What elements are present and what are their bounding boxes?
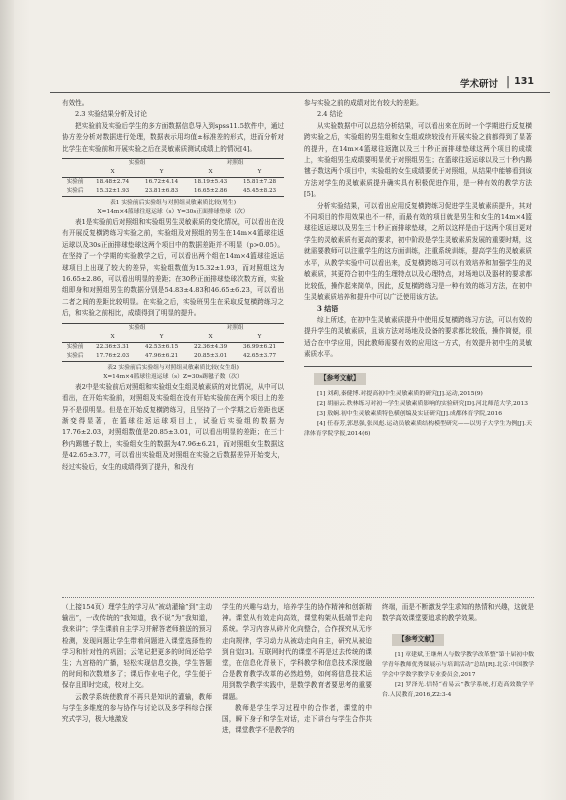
paragraph: 教师是学生学习过程中的合作者，课堂的中国，瞬下身子和学生对话，走下讲台与学生合作共进，课堂教学不是教学的: [222, 703, 372, 735]
table-header: Y: [137, 333, 186, 343]
left-column: [62, 98, 284, 473]
page-number: 131: [514, 76, 534, 87]
references-heading: 【参考文献】: [314, 373, 366, 384]
table-row: 实验前 18.48±2.74 16.72±4.14 18.19±5.43 15.81±7.28: [66, 179, 277, 186]
paragraph: 把实验前及实验后学生的多方面数据信息导入到spss11.5软件中，通过协方差分析对数据进行处理，数据表示用均值±标准差的形式，进而分析对比学生在实验前和开展实验之后在灵敏素质测试成绩上的情况[4]。: [62, 121, 284, 153]
references-heading: 【参考文献】: [392, 634, 444, 645]
table-1-caption: 表1 实验前后实验组与对照组灵敏素质比较(男生): [110, 200, 236, 207]
header-separator: |: [505, 74, 510, 88]
table-header: X: [88, 168, 137, 178]
paragraph: 参与实验之前的成绩对比有较大的差距。: [304, 99, 423, 107]
table-row: 实验后 15.32±1.93 23.81±6.83 16.65±2.86 45.45±8.23: [62, 187, 284, 197]
paragraph: 学生的兴趣与动力，培养学生的协作精神和创新精神。课堂从有效走向高效，课堂构架从低端节走向系统。学习内容从碎片化向整合，合作探究从无序走向规律，学习动力从被动走向自主，研究从被迫到自觉[3]。互联网时代的课堂不再是过去传统的课堂，在信息化背景下，学科教学和信息技术深度融合是教育教学改革的必然趋势，如何将信息技术运用到数学教学实践中，是数学教育者要思考的重要课题。: [222, 603, 372, 701]
reference-item: [1] 章建斌,王继州人与数学教学改革整“第十届初中数学青年教师优秀课展示与培训活动”总结[R].北京:中国教学学会中学数学教学专业委员会,2017: [382, 651, 534, 678]
bottom-column-1: [62, 602, 212, 725]
table-1-note: X=14m×4篮球往返运球（s）Y=30s正面排球垫球（次）: [97, 209, 249, 216]
paragraph: 有效性。: [62, 99, 89, 107]
page-fold-shadow: [0, 0, 14, 800]
table-header: 对照组: [186, 323, 284, 333]
reference-item: [2] 罗泽光.信特“看易云”教学系统,打造高效数学平台.人民教育,2016,Z2:3-4: [382, 681, 534, 698]
table-header: Y: [235, 168, 284, 178]
table-header: X: [186, 333, 235, 343]
table-2-note: X=14m×4篮球往返运球（s）Z=30s踢毽子数（次）: [103, 373, 243, 380]
section-title: 学术研讨: [459, 79, 498, 90]
table-header: 实验组: [88, 323, 186, 333]
references-block: [304, 366, 532, 438]
running-header: [50, 76, 550, 93]
table-header: X: [186, 168, 235, 178]
table-header: Y: [137, 168, 186, 178]
table-2: [62, 323, 284, 362]
paragraph: 云教学系统使教育不再只是知识的灌输，教师与学生多维度的参与协作与讨论以及多学科综合探究式学习，极大地激发: [62, 692, 212, 724]
reference-item: [4] 任春芳,郭思强,张凤彪.运动员敏素质结构模型研究——以男子大学生为例[J].天津体育学院学报,2014(6): [304, 420, 532, 437]
paragraph: 终端，而是不断激发学生求知的热情和兴趣，这就是数学高效课堂要追求的教学效果。: [382, 603, 534, 623]
table-1: [62, 158, 284, 197]
reference-item: [2] 胡丽云.秩林练习对初一学生灵敏素质影响的实验研究[D].河北师范大学,2013: [317, 400, 528, 407]
section-heading-2-4: 2.4 结论: [317, 110, 343, 119]
references-block: [382, 628, 534, 699]
paragraph: 综上所述，在初中生灵敏素质提升中使用反复横跨练习方法，可以有效的提升学生的灵敏素质，且该方法对场地及设备的要求都比较低，操作简便，很适合在中学应用，因此教师需要有效的应用这一方式，有效提升初中生的灵敏素质水平。: [304, 315, 532, 358]
table-header: X: [88, 333, 137, 343]
section-heading-2-3: 2.3 实验结果分析及讨论: [75, 110, 147, 119]
reference-item: [3] 敖娴.初中生灵敏素质特色横创编及实证研究[J].成都体育学院,2016: [317, 410, 503, 417]
bottom-column-3: [382, 602, 534, 700]
table-row: 实验后 17.76±2.03 47.96±6.21 20.85±3.01 42.65±3.77: [62, 352, 284, 362]
paragraph: 表2中是实验前后对照组和实验组女生组灵敏素质的对比情况，从中可以看出，在开始实验前，对照组及实验组在没有开始实验前在两个项目上的差异不是很明显。但是在开始反复横跨练习，且坚持了一个学期之后差距也逐渐变得显著，在篮球往返运球项目上，试验后实验组的数据为17.76±2.03，对照组数值是20.85±3.01，可以看出明显的差距；在三十秒内踢毽子数上，实验组女生的数据为47.96±6.21，而对照组女生数据这是42.65±3.77，可以看出实验组及对照组在实验之后数据差异开始变大，经过实验后，女生的成绩得到了提升，和没有: [62, 382, 284, 471]
section-divider: [62, 597, 534, 598]
table-2-caption: 表2 实验前后实验组与对照组灵敏素质比较(女生组): [107, 364, 239, 371]
table-header: 对照组: [186, 159, 284, 169]
reference-item: [1] 刘莉,秦健博.对提高初中生灵敏素质的研究[J].运动,2015(9): [317, 390, 483, 397]
right-column: [304, 98, 532, 439]
paragraph: （上接154页）理学生的学习从“被动灌输”到“主动输出”，一改传统的“我知道，我不说”为“我知道，我来讲”；学生课前自主学习并解答老师推送的预习检测，发现问题让学生带着问题进入课堂选择性的学习和针对性的巩固；云笔记把更多的时间还给学生；九宫格的广播，轻松实现信息交换，学生答题的时间和次数增多了；课后作业电子化，学生便于保存且即时完成，校对上交。: [62, 603, 212, 690]
paragraph: 分析实验结果，可以看出应用反复横跨练习促进学生灵敏素质提升，其对不同项目的作用效果也不一样，而最有效的项目就是男生和女生的14m×4篮球往返运球以及男生三十秒正面排球垫球，之所以这样是由于这两个项目更对学生的灵敏素质有更高的要求，初中阶段是学生灵敏素质发展的重要时期，这就需要教师可以注重学生的这方面训练，注重系统训练，提高学生的灵敏素质水平，从教学实验中可以看出来，反复横跨练习可以有效培养和加强学生的灵敏素质，其更符合初中生的生理特点以及心理特点，对场地以及器材的要求都比较低，操作起来简单，因此，反复横跨练习是一种有效的练习方法，在初中生灵敏素质培养和提升中可以广泛使用该方法。: [304, 201, 532, 301]
table-header: Y: [235, 333, 284, 343]
table-row: 实验前 22.36±3.31 42.53±6.15 22.36±4.39 36.99±6.21: [66, 343, 277, 350]
paragraph: 从实验数据中可以总结分析结果，可以看出来在历时一个学期进行反复横跨实验之后，实验组的男生组和女生组或续较没有开展实验之前都得到了显著的提升，在14m×4篮球往返跑以及三十秒正面排球垫球这两个项目的成绩上，实验组男生成绩要明显优于对照组男生；在篮球往返运球以及三十秒内踢毽子数这两个项目中，实验组的女生成绩要优于对照组，从结果中能够看到该方法对学生的灵敏素质提升确实具有积极促进作用，是一种有效的教学方法[5]。: [304, 121, 532, 199]
table-header: 实验组: [88, 159, 186, 169]
paragraph: 表1是实验前后对照组和实验组男生灵敏素质的变化情况，可以看出在没有开展反复横跨练习实验之前，实验组及对照组的男生在14m×4篮球往返运球以及30s正面排球垫球这两个项目中的数据差距并不明显（p>0.05）。在坚持了一个学期的实验教学之后，可以看出两个组在14m×4篮球往返运球项目上出现了较大的差异，实验组数值为15.32±1.93，而对照组这为16.65±2.86，可以看出明显的差距；在30秒正面排球垫球次数方面，实验组即身和对照组男生的数据分别是54.83±4.83和46.65±6.23，可以看出二者之间的差距比较明显。在实验之后，实验班男生在采取反复横跨练习之后，和实验之前相比，成绩得到了明显的提升。: [62, 218, 284, 318]
section-heading-3: 3 结语: [317, 304, 339, 314]
bottom-column-2: [222, 602, 372, 736]
